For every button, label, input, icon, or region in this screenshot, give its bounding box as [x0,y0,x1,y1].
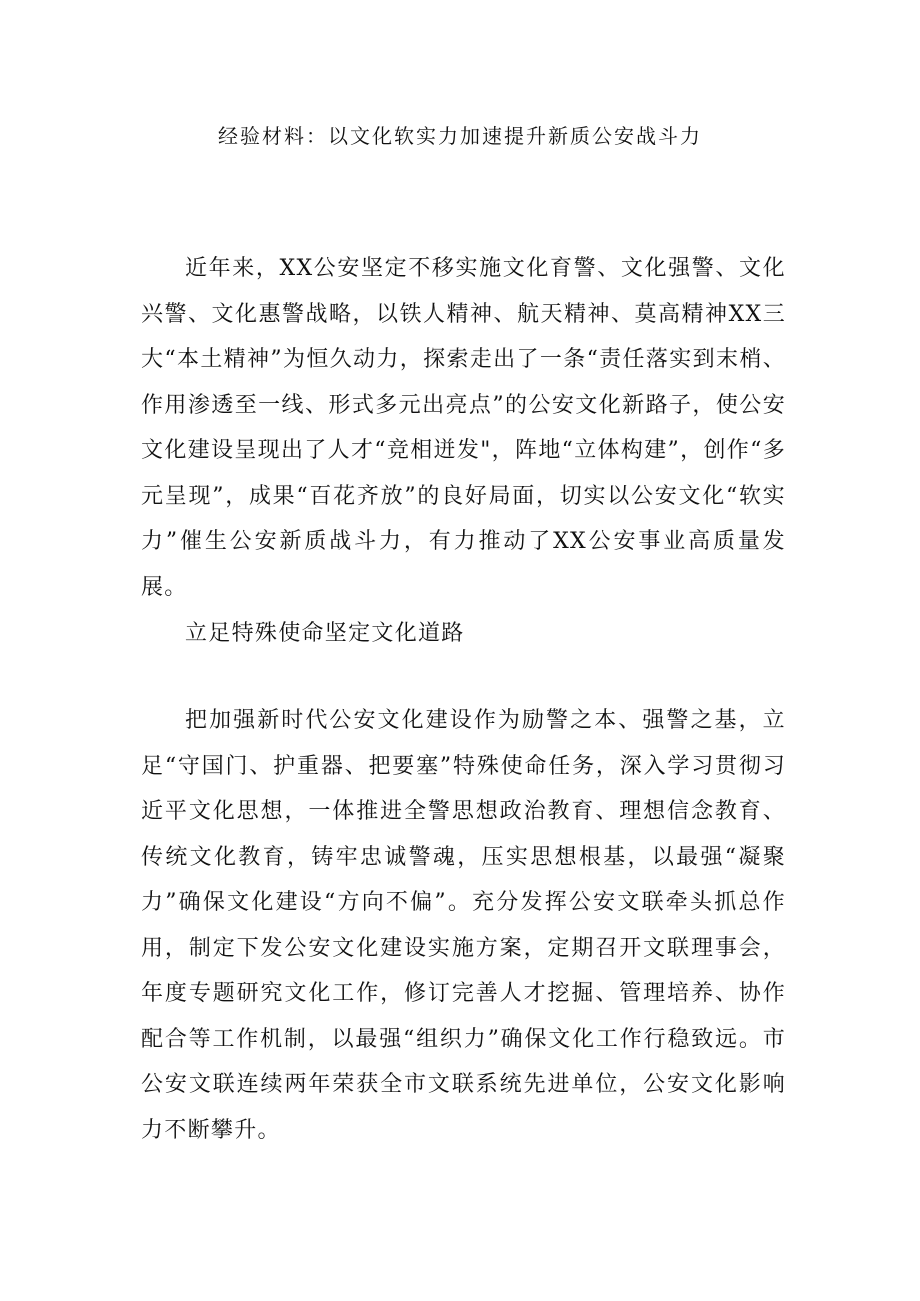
intro-paragraph: 近年来，XX公安坚定不移实施文化育警、文化强警、文化兴警、文化惠警战略，以铁人精神、航天精神、莫高精神XX三大“本土精神”为恒久动力，探索走出了一条“责任落实到末梢、作用渗透至一线、形式多元出亮点”的公安文化新路子，使公安文化建设呈现出了人才“竞相迸发"，阵地“立体构建”，创作“多元呈现”，成果“百花齐放”的良好局面，切实以公安文化“软实力”催生公安新质战斗力，有力推动了XX公安事业高质量发展。 [141,256,786,600]
section-paragraph: 把加强新时代公安文化建设作为励警之本、强警之基，立足“守国门、护重器、把要塞”特殊使命任务，深入学习贯彻习近平文化思想，一体推进全警思想政治教育、理想信念教育、传统文化教育，铸牢忠诚警魂，压实思想根基，以最强“凝聚力”确保文化建设“方向不偏”。充分发挥公安文联牵头抓总作用，制定下发公安文化建设实施方案，定期召开文联理事会，年度专题研究文化工作，修订完善人才挖掘、管理培养、协作配合等工作机制，以最强“组织力”确保文化工作行稳致远。市公安文联连续两年荣获全市文联系统先进单位，公安文化影响力不断攀升。 [141,708,786,1143]
document-title: 经验材料：以文化软实力加速提升新质公安战斗力 [218,124,702,148]
section-heading: 立足特殊使命坚定文化道路 [185,621,465,646]
